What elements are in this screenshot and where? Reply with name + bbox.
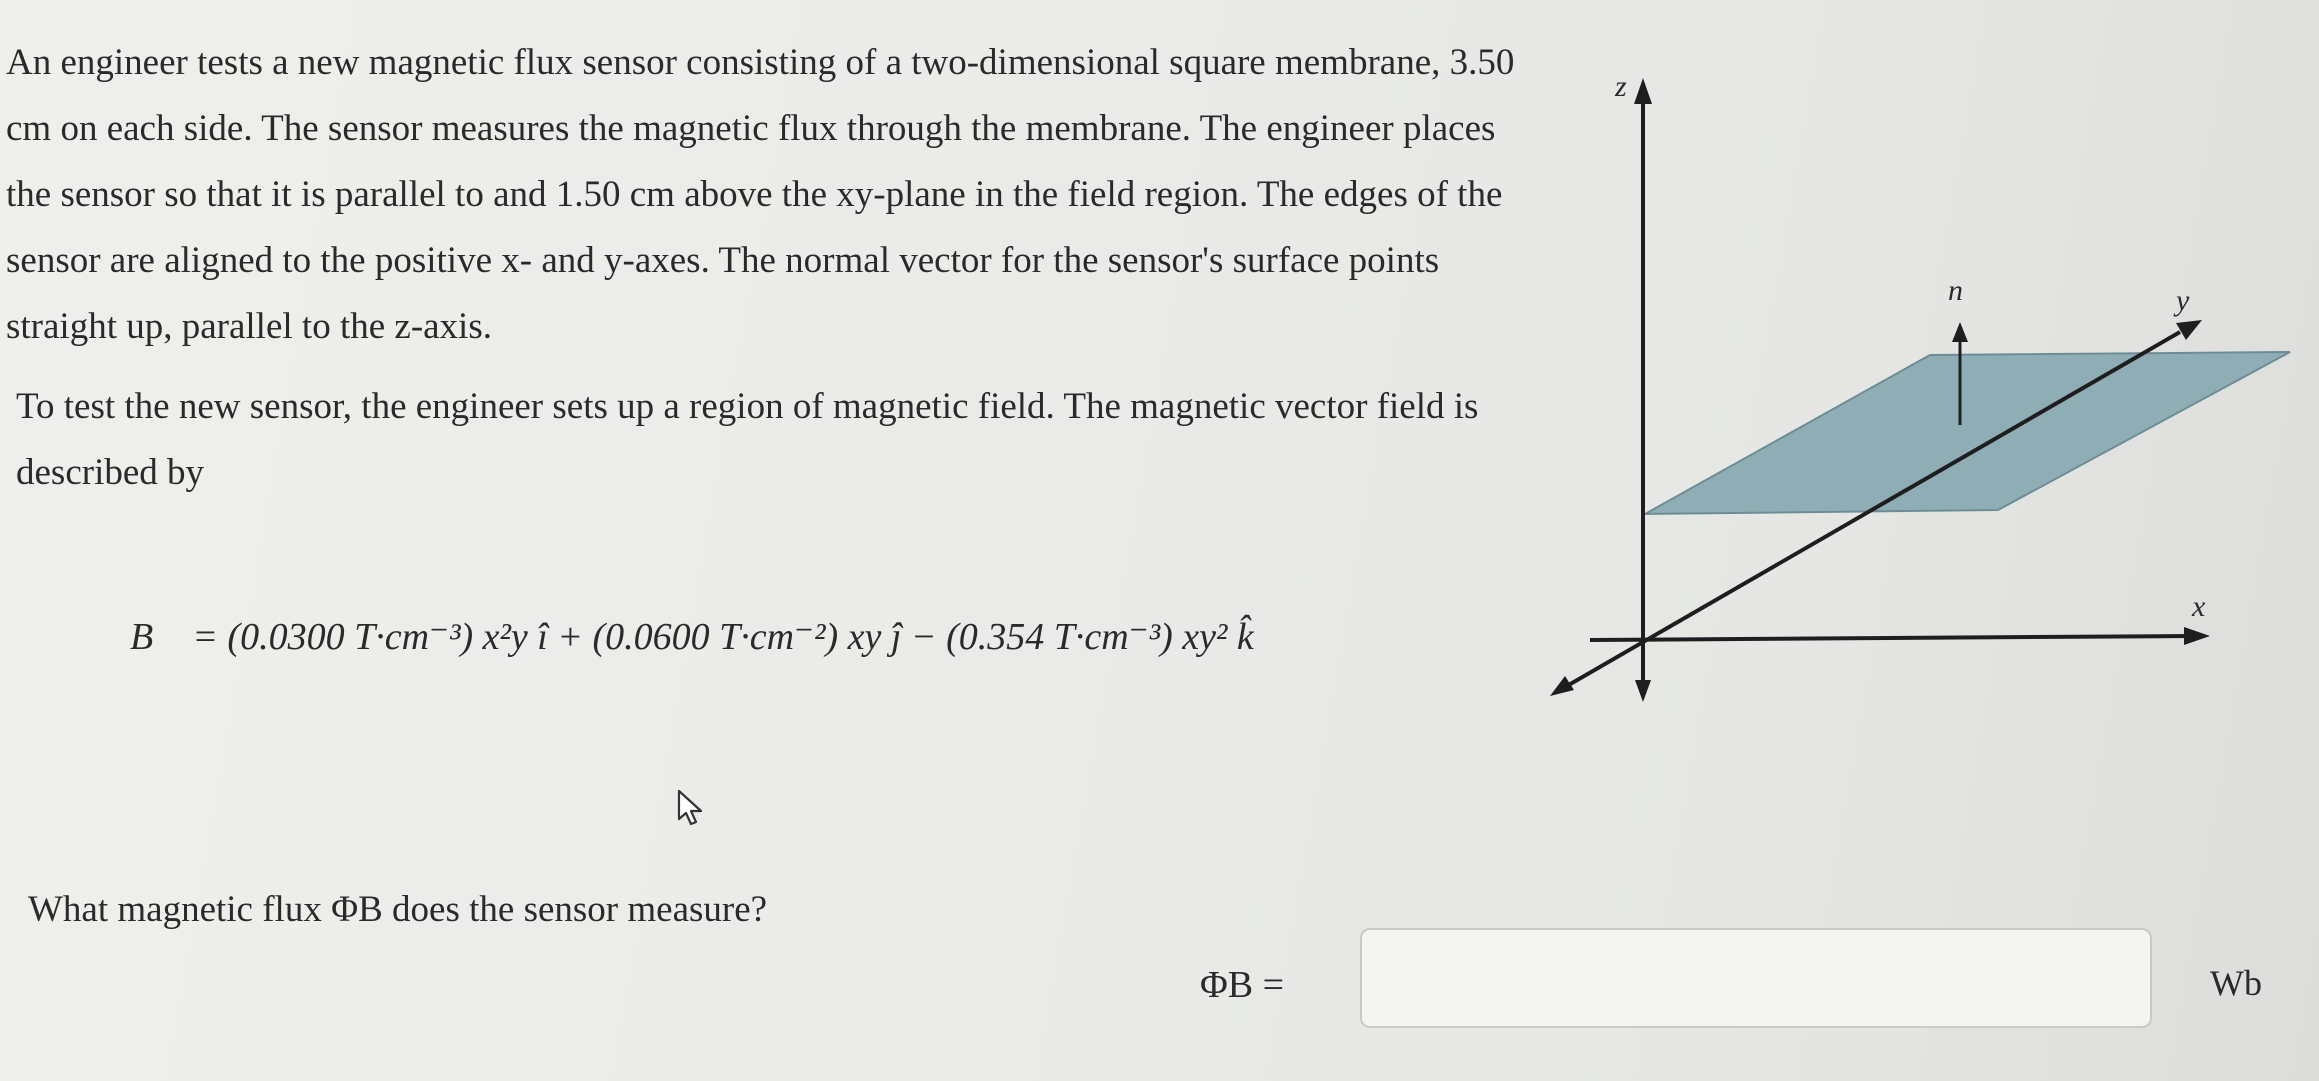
x-axis — [1590, 636, 2190, 640]
sensor-membrane — [1645, 352, 2290, 514]
magnetic-field-equation: B⃗ = (0.0300 T·cm⁻³) x²y î + (0.0600 T·cm⁻²) xy ĵ − (0.354 T·cm⁻³) xy² k̂ — [130, 616, 1254, 658]
y-negative-arrowhead — [1550, 676, 1574, 696]
problem-statement — [6, 30, 1546, 506]
z-arrowhead — [1634, 78, 1652, 104]
sensor-diagram — [1520, 50, 2310, 730]
flux-answer-input[interactable] — [1360, 928, 2152, 1028]
question-text: What magnetic flux ΦB does the sensor measure? — [28, 889, 768, 930]
pointer-icon — [676, 788, 710, 828]
normal-arrowhead — [1952, 322, 1968, 342]
z-axis-label: z — [1615, 70, 1627, 103]
problem-paragraph-2: To test the new sensor, the engineer sets up a region of magnetic field. The magnetic vector field is described by — [16, 386, 1479, 493]
y-axis-label: y — [2176, 284, 2190, 317]
x-axis-label: x — [2192, 590, 2206, 623]
answer-label: ΦB = — [1200, 964, 1285, 1006]
x-arrowhead — [2184, 627, 2210, 645]
z-negative-arrowhead — [1635, 680, 1651, 702]
normal-vector-label: n⃗ — [1948, 274, 1987, 307]
problem-paragraph-1: An engineer tests a new magnetic flux sensor consisting of a two-dimensional square membrane, 3.50 cm on each side. The sensor measures the magnetic flux through the membrane. The engineer places the sensor so that it is parallel to and 1.50 cm above the xy-plane in the field region. The edges of the sensor are aligned to the positive x- and y-axes. The normal vector for the sensor's surface points straight up, parallel to the z-axis. — [6, 42, 1515, 347]
unit-label: Wb — [2210, 963, 2262, 1003]
y-arrowhead — [2176, 320, 2202, 340]
